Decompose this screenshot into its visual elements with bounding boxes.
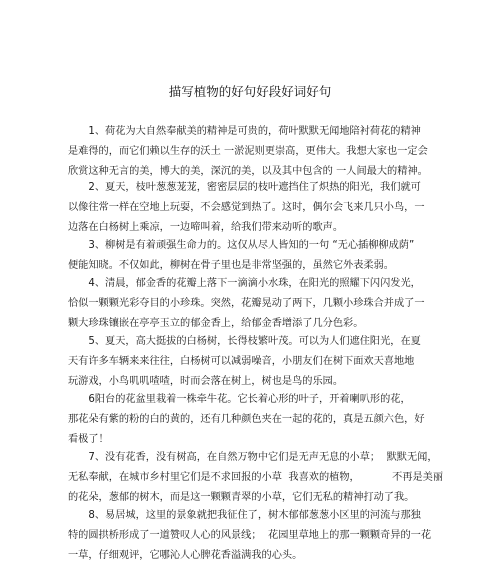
paragraph-line: 1、荷花为大自然奉献美的精神是可贵的，荷叶默默无闻地陪衬荷花的精神 bbox=[68, 126, 421, 137]
paragraph-line: 欣赏这种无言的美，博大的美，深沉的美，以及其中包含的 一人间最大的精神。 bbox=[68, 166, 428, 177]
paragraph-line: 是难得的，而它们赖以生存的沃土 一淤泥则更崇高，更伟大。我想大家也一定会 bbox=[68, 146, 428, 157]
paragraph-line: 特的圆拱桥形成了一道赞叹人心的风景线； 花园里草地上的那一颗颗奇异的一花 bbox=[68, 530, 432, 541]
paragraph-line: 那花朵有紫的粉的白的黄的，还有几种颜色夹在一起的花的，真是五颜六色，好 bbox=[68, 414, 425, 425]
paragraph-line: 8、易居城，这里的景象就把我征住了，树木郁郁葱葱小区里的河流与那独 bbox=[68, 510, 421, 521]
paragraph-line: 2、夏天，枝叶葱葱茏茏，密密层层的枝叶遮挡住了炽热的阳光，我们就可 bbox=[68, 182, 421, 193]
paragraph-line: 5、夏天，高大挺拔的白杨树，长得枝繁叶茂。可以为人们遮住阳光，在夏 bbox=[68, 336, 421, 347]
paragraph-5 bbox=[68, 332, 432, 392]
paragraph-line: 以像往常一样在空地上玩耍，不会感觉到热了。这时，偶尔会飞来几只小鸟，一 bbox=[68, 202, 425, 213]
paragraph-line: 恰似一颗颗光彩夺目的小珍珠。突然，花瓣晃动了两下，几颗小珍珠合并成了一 bbox=[68, 298, 425, 309]
paragraph-line: 看极了！ bbox=[68, 434, 109, 445]
paragraph-4 bbox=[68, 274, 432, 334]
paragraph-8 bbox=[68, 506, 432, 566]
paragraph-line: 颗大珍珠镶嵌在亭亭玉立的郁金香上，给郁金香增添了几分色彩。 bbox=[68, 318, 364, 329]
paragraph-line: 3、柳树是有着顽强生命力的。这仅从尽人皆知的一句 “无心插柳柳成荫” bbox=[68, 240, 415, 251]
paragraph-line: 一草，仔细观评，它哪沁人心脾花香溢满我的心头。 bbox=[68, 550, 303, 561]
paragraph-6 bbox=[68, 390, 432, 450]
paragraph-line: 7、没有花香，没有树高，在自然万物中它们是无声无息的小草； 默默无闻， bbox=[68, 452, 438, 463]
paragraph-line: 无私奉献，在城市乡村里它们是不求回报的小草 我喜欢的植物， 不再是美丽 bbox=[68, 472, 444, 483]
paragraph-line: 天有许多车辆来来往往，白杨树可以减弱噪音，小朋友们在树下面欢天喜地地 bbox=[68, 356, 415, 367]
paragraph-7 bbox=[68, 448, 444, 508]
paragraph-line: 玩游戏，小鸟叽叽喳喳，时而会落在树上，树也是鸟的乐园。 bbox=[68, 376, 344, 387]
paragraph-3 bbox=[68, 236, 432, 276]
paragraph-1 bbox=[68, 122, 432, 182]
paragraph-line: 便能知晓。不仅如此，柳树在骨子里也是非常坚强的，虽然它外表柔弱。 bbox=[68, 260, 394, 271]
paragraph-line: 4、清晨，郁金香的花瓣上落下一滴滴小水珠，在阳光的照耀下闪闪发光， bbox=[68, 278, 421, 289]
paragraph-line: 的花朵，葱郁的树木，而是这一颗颗青翠的小草，它们无私的精神打动了我。 bbox=[68, 492, 415, 503]
document-title: 描写植物的好句好段好词好句 bbox=[168, 84, 332, 99]
paragraph-line: 6阳台的花盆里栽着一株牵牛花。它长着心形的叶子，开着喇叭形的花， bbox=[68, 394, 411, 405]
paragraph-2 bbox=[68, 178, 432, 238]
paragraph-line: 边落在白杨树上乘凉，一边啼叫着，给我们带来动听的歌声。 bbox=[68, 222, 344, 233]
